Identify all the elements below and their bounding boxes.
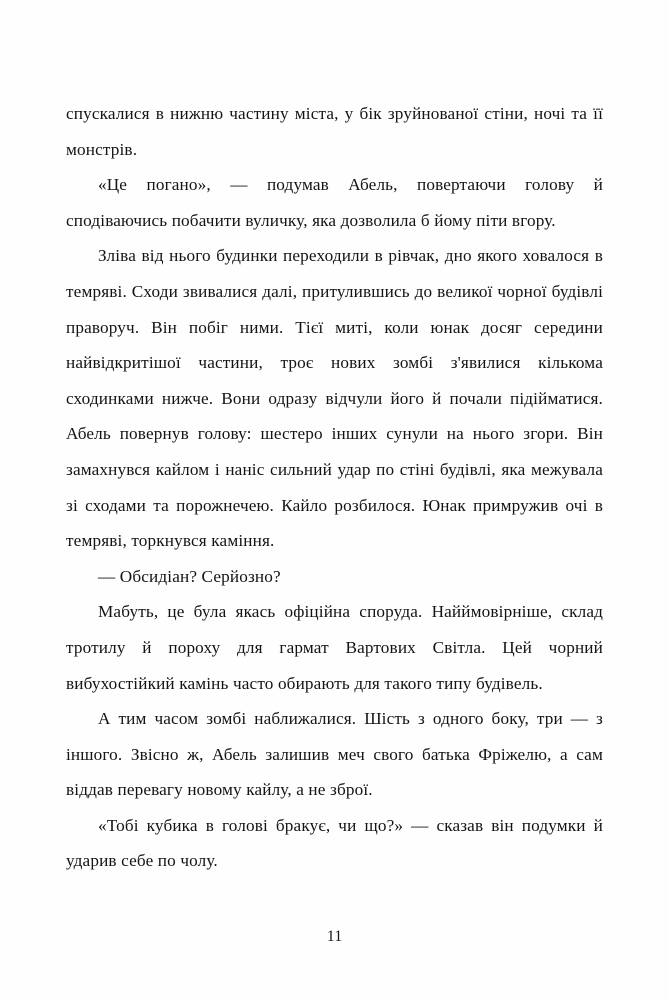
paragraph-dialogue: — Обсидіан? Серйозно?: [98, 566, 281, 586]
page-number: 11: [326, 928, 343, 945]
paragraph: «Це погано», — подумав Абель, повертаючи голову й сподіваючись побачити вуличку, яка дозволила б йому піти вгору.: [66, 175, 603, 230]
paragraph: А тим часом зомбі наближалися. Шість з одного боку, три — з іншого. Звісно ж, Абель залишив меч свого батька Фріжелю, а сам віддав перевагу новому кайлу, а не зброї.: [66, 709, 603, 800]
paragraph: «Тобі кубика в голові бракує, чи що?» — сказав він подумки й ударив себе по чолу.: [66, 815, 603, 871]
paragraph-continued: спускалися в нижню частину міста, у бік зруйнованої стіни, ночі та її монстрів.: [66, 104, 603, 159]
page-body: [66, 96, 603, 879]
paragraph: Мабуть, це була якась офіційна споруда. Найймовірніше, склад тротилу й пороху для гармат Вартових Світла. Цей чорний вибухостійкий камінь часто обирають для такого типу будівель.: [66, 602, 603, 693]
paragraph: Зліва від нього будинки переходили в рівчак, дно якого ховалося в темряві. Сходи звивалися далі, притулившись до великої чорної будівлі праворуч. Він побіг ними. Тієї миті, коли юнак досяг середини найвідкритішої частини, троє нових зомбі з'явилися кількома сходинками нижче. Вони одразу відчули його й почали підійматися. Абель повернув голову: шестеро інших сунули на нього згори. Він замахнувся кайлом і наніс сильний удар по стіні будівлі, яка межувала зі сходами та порожнечею. Кайло розбилося. Юнак примружив очі в темряві, торкнувся каміння.: [66, 246, 603, 551]
